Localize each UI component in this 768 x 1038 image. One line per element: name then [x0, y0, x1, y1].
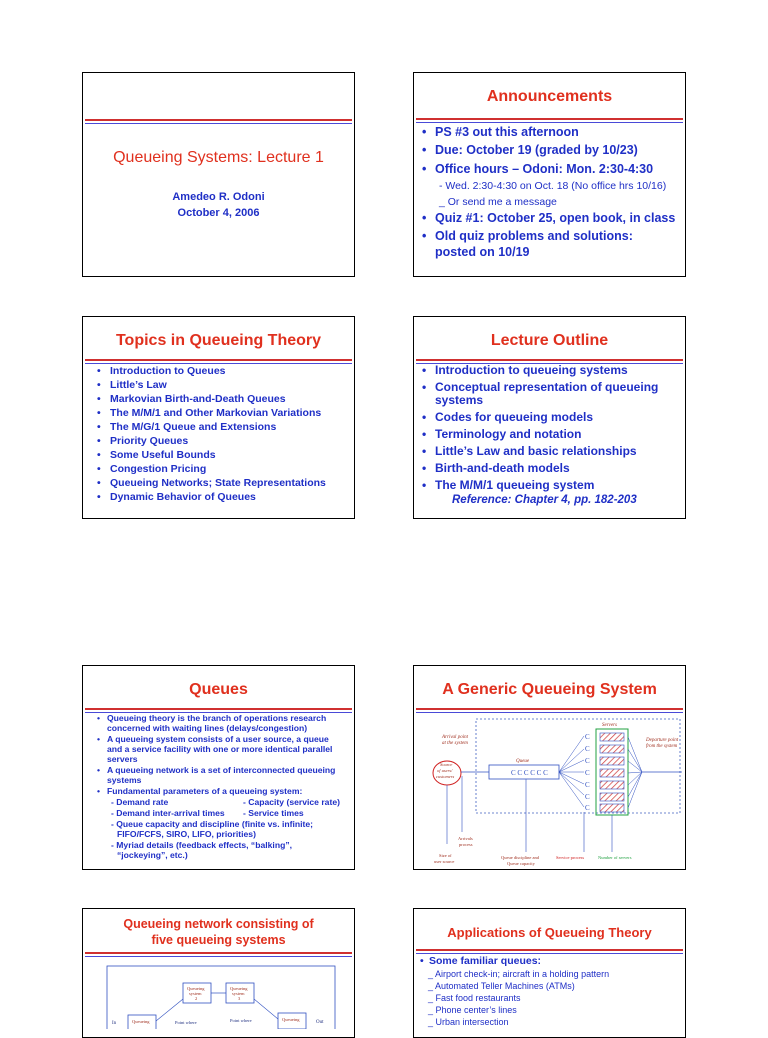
- node-label: Queueing: [187, 986, 205, 991]
- departure-label: Departure point: [646, 738, 679, 743]
- list-item: • Introduction to Queues: [97, 364, 326, 378]
- familiar-queues-list: [428, 968, 609, 1028]
- text-line: - Service times: [243, 808, 304, 818]
- list-item: • Some Useful Bounds: [97, 448, 326, 462]
- server-boxes: [600, 733, 624, 812]
- list-item: • Some familiar queues:: [420, 955, 541, 967]
- svg-text:C: C: [585, 793, 590, 801]
- list-item: _ Urban intersection: [428, 1017, 509, 1027]
- node-number: 3: [238, 996, 241, 1001]
- applications-heading-list: [420, 955, 541, 967]
- slide-heading-line: Queueing network consisting of: [123, 917, 314, 931]
- title-rule-blue: [416, 953, 683, 954]
- text-line: - Demand inter-arrival times: [111, 808, 225, 818]
- source-label: customers: [436, 774, 455, 779]
- slide-lecture-outline: [413, 316, 686, 519]
- node-number: 2: [195, 996, 198, 1001]
- list-item: • Conceptual representation of queueing: [422, 380, 658, 394]
- bullet: •: [97, 786, 101, 796]
- svg-text:C: C: [585, 804, 590, 812]
- bullet: •: [97, 734, 101, 744]
- discipline-label: Queue capacity: [507, 861, 535, 866]
- list-item: _ Phone center’s lines: [428, 1005, 517, 1015]
- list-item: • The M/G/1 Queue and Extensions: [97, 420, 326, 434]
- text-line: - Queue capacity and discipline (finite vs. infinite;: [111, 819, 313, 829]
- list-item: • Markovian Birth-and-Death Queues: [97, 392, 326, 406]
- arrow: [156, 999, 183, 1021]
- size-source-label: Size of: [439, 853, 452, 858]
- text-line: concerned with waiting lines (delays/congestion): [107, 723, 308, 733]
- title-rule-blue: [416, 122, 683, 123]
- topic-list: [97, 364, 326, 504]
- list-item: • Little’s Law: [97, 378, 326, 392]
- queue-symbols: C C C C C C: [511, 769, 548, 777]
- text-line: “jockeying”, etc.): [117, 850, 188, 860]
- source-label: of users/: [437, 768, 453, 773]
- list-item: • Queueing Networks; State Representations: [97, 476, 326, 490]
- service-process-label: Service process: [556, 855, 585, 860]
- departure-label: from the system: [646, 744, 678, 749]
- network-diagram: [83, 959, 355, 1029]
- sub-item: _ Or send me a message: [439, 196, 557, 208]
- server-links: [559, 736, 584, 807]
- arrow: [254, 999, 278, 1019]
- list-item: • Priority Queues: [97, 434, 326, 448]
- queue-label: Queue: [516, 759, 530, 764]
- svg-text:C: C: [585, 781, 590, 789]
- list-item: • Codes for queueing models: [422, 410, 593, 424]
- list-item: • Dynamic Behavior of Queues: [97, 490, 326, 504]
- list-item: • Old quiz problems and solutions:: [422, 229, 633, 243]
- node-label: Queueing: [132, 1019, 150, 1024]
- title-rule-blue: [85, 956, 352, 957]
- slide-heading-line: five queueing systems: [151, 933, 286, 947]
- in-label: In: [112, 1021, 117, 1026]
- title-rule-red: [416, 949, 683, 951]
- list-item: • Due: October 19 (graded by 10/23): [422, 143, 638, 157]
- arrivals-process-label: Arrivals: [458, 836, 473, 841]
- queueing-system-diagram: [414, 714, 686, 869]
- slide-heading: A Generic Queueing System: [442, 681, 657, 698]
- svg-text:C: C: [585, 769, 590, 777]
- list-item: _ Automated Teller Machines (ATMs): [428, 981, 575, 991]
- list-item: • Office hours – Odoni: Mon. 2:30-4:30: [422, 162, 653, 176]
- title-rule-blue: [416, 712, 683, 713]
- out-label: Out: [316, 1020, 324, 1025]
- bullet: •: [97, 713, 101, 723]
- list-item: • Little’s Law and basic relationships: [422, 444, 637, 458]
- title-rule-red: [85, 952, 352, 954]
- slide-queues: [82, 665, 355, 870]
- list-item: • Introduction to queueing systems: [422, 363, 628, 377]
- title-rule-red: [85, 119, 352, 121]
- arrival-label: at the system: [442, 741, 468, 746]
- list-item-continued: posted on 10/19: [435, 245, 530, 259]
- list-item: • Terminology and notation: [422, 427, 581, 441]
- text-line: FIFO/FCFS, SIRO, LIFO, priorities): [117, 829, 256, 839]
- node-label: Queueing: [282, 1017, 300, 1022]
- lecture-title: Queueing Systems: Lecture 1: [113, 149, 324, 166]
- slide-generic-queueing-system: [413, 665, 686, 870]
- text-line: Fundamental parameters of a queueing system:: [107, 786, 303, 796]
- discipline-label: Queue discipline and: [501, 855, 539, 860]
- slide-heading: Topics in Queueing Theory: [115, 332, 322, 349]
- node-label: Queueing: [230, 986, 248, 991]
- point-label: Point where: [175, 1020, 197, 1025]
- list-item: • The M/M/1 queueing system: [422, 478, 594, 492]
- author: Amedeo R. Odoni: [172, 191, 265, 203]
- node-label: system: [232, 991, 245, 996]
- title-rule-blue: [85, 123, 352, 124]
- text-line: systems: [107, 775, 142, 785]
- reference: Reference: Chapter 4, pp. 182-203: [452, 494, 637, 506]
- title-rule-red: [85, 359, 352, 361]
- date: October 4, 2006: [177, 207, 260, 219]
- text-line: - Demand rate: [111, 797, 169, 807]
- list-item: _ Fast food restaurants: [428, 993, 521, 1003]
- slide-heading: Queues: [189, 681, 248, 698]
- title-rule-red: [416, 118, 683, 120]
- list-item: _ Airport check-in; aircraft in a holding pattern: [428, 969, 610, 979]
- node-label: system: [189, 991, 202, 996]
- server-symbols: [585, 733, 590, 812]
- text-line: A queueing system consists of a user source, a queue: [107, 734, 329, 744]
- slide-applications: [413, 908, 686, 1038]
- bullet: •: [97, 765, 101, 775]
- point-label: Point where: [230, 1018, 252, 1023]
- svg-text:C: C: [585, 733, 590, 741]
- arrival-label: Arrival point: [442, 735, 468, 740]
- slide-queueing-network: [82, 908, 355, 1038]
- text-line: Queueing theory is the branch of operations research: [107, 713, 327, 723]
- svg-text:C: C: [585, 757, 590, 765]
- list-item: • PS #3 out this afternoon: [422, 125, 579, 139]
- list-item-continued: systems: [435, 393, 484, 407]
- list-item: • Birth-and-death models: [422, 461, 570, 475]
- text-line: - Capacity (service rate): [243, 797, 340, 807]
- title-rule-red: [416, 359, 683, 361]
- slide-heading: Applications of Queueing Theory: [447, 925, 652, 940]
- servers-label: Servers: [602, 723, 617, 728]
- list-item: • The M/M/1 and Other Markovian Variations: [97, 406, 326, 420]
- slide-heading: Lecture Outline: [490, 332, 609, 349]
- title-rule-red: [85, 708, 352, 710]
- slide-title-card: [82, 72, 355, 277]
- size-source-label: user source: [434, 859, 455, 864]
- slide-announcements: [413, 72, 686, 277]
- arrivals-process-label: process: [459, 842, 473, 847]
- title-rule-red: [416, 708, 683, 710]
- text-line: servers: [107, 754, 138, 764]
- slide-topics: [82, 316, 355, 519]
- text-line: and a service facility with one or more identical parallel: [107, 744, 333, 754]
- source-label: Source: [440, 762, 453, 767]
- list-item: • Congestion Pricing: [97, 462, 326, 476]
- text-line: A queueing network is a set of interconnected queueing: [107, 765, 336, 775]
- num-servers-label: Number of servers: [598, 855, 632, 860]
- text-line: - Myriad details (feedback effects, “balking”,: [111, 840, 292, 850]
- svg-text:C: C: [585, 745, 590, 753]
- slide-heading: Announcements: [486, 88, 613, 105]
- sub-item: - Wed. 2:30-4:30 on Oct. 18 (No office hrs 10/16): [439, 180, 667, 192]
- list-item: • Quiz #1: October 25, open book, in class: [422, 211, 675, 225]
